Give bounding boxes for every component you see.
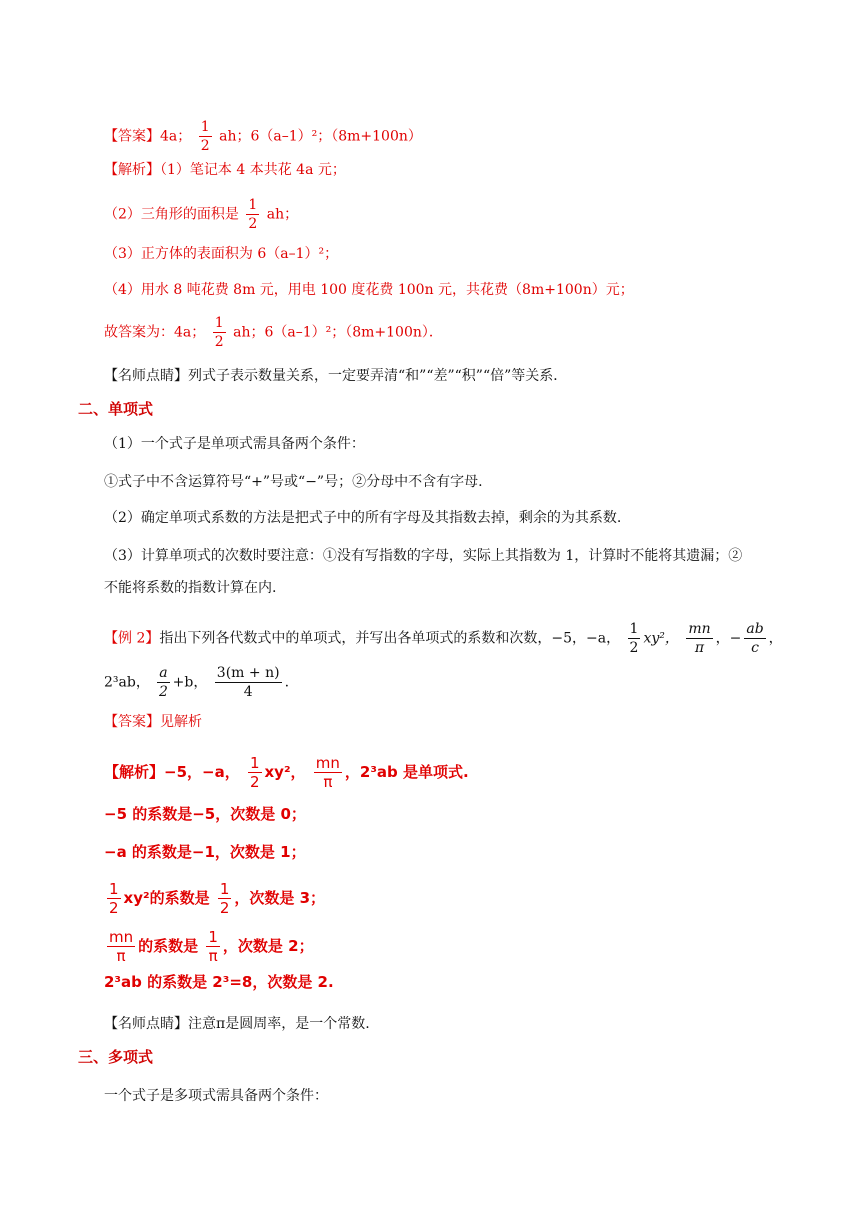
analysis-2: （2）三角形的面积是 $\frac{1}{2}$ ah； [104, 197, 299, 232]
s3-p1: 一个式子是多项式需具备两个条件： [104, 1088, 328, 1104]
ex2-analysis-1: 【解析】−5，−a， $\frac{1}{2}$ xy²， $\frac{mn}{\pi}$ ，2³ab 是单项式. [104, 754, 469, 791]
tip-2: 【名师点睛】注意π是圆周率，是一个常数. [104, 1016, 370, 1032]
example-2-answer: 【答案】见解析 [104, 714, 202, 730]
s2-p3: （2）确定单项式系数的方法是把式子中的所有字母及其指数去掉，剩余的为其系数. [104, 510, 622, 526]
s2-p2: ①式子中不含运算符号“+”号或“−”号；②分母中不含有字母. [104, 474, 483, 490]
ex2-analysis-4: $\frac{1}{2}$ xy²的系数是 $\frac{1}{2}$ ，次数是 3； [109, 880, 326, 917]
s2-p4b: 不能将系数的指数计算在内. [104, 580, 277, 596]
answer-label: 【答案】 [104, 128, 160, 145]
s2-p1: （1）一个式子是单项式需具备两个条件： [104, 436, 365, 452]
ex2-analysis-2: −5 的系数是−5，次数是 0； [104, 805, 306, 823]
ex2-analysis-5: $\frac{mn}{\pi}$ 的系数是 $\frac{1}{\pi}$ ，次数是 2； [109, 928, 314, 965]
example-2-line-2: 2³ab， $\frac{a}{2}$ +b， $\frac{3(m + n)}{4}$ . [104, 665, 290, 700]
analysis-4: （4）用水 8 吨花费 8m 元，用电 100 度花费 100n 元，共花费（8m+100n）元； [104, 282, 634, 298]
ex2-analysis-3: −a 的系数是−1，次数是 1； [104, 843, 306, 861]
s2-p4a: （3）计算单项式的次数时要注意：①没有写指数的字母，实际上其指数为 1，计算时不能将其遗漏；② [104, 548, 743, 564]
answer-line: 【答案】4a； $\frac{1}{2}$ ah；6（a–1）²；（8m+100n） [104, 119, 422, 154]
analysis-1: 【解析】（1）笔记本 4 本共花 4a 元； [104, 162, 346, 178]
conclusion: 故答案为：4a； $\frac{1}{2}$ ah；6（a–1）²；（8m+100n）． [104, 315, 443, 350]
fraction-half: $\frac{1}{2}$ [200, 119, 210, 154]
analysis-3: （3）正方体的表面积为 6（a–1）²； [104, 246, 339, 262]
tip-1: 【名师点睛】列式子表示数量关系，一定要弄清“和”“差”“积”“倍”等关系． [104, 368, 568, 384]
section-heading-3: 三、多项式 [78, 1048, 154, 1066]
example-2-line-1: 【例 2】指出下列各代数式中的单项式，并写出各单项式的系数和次数，−5，−a， $\frac{1}{2}$ xy²， $\frac{mn}{\pi}$ ，− $\frac{ab}{c}$ ， [104, 621, 783, 656]
ex2-analysis-6: 2³ab 的系数是 2³=8，次数是 2. [104, 973, 334, 991]
section-heading-2: 二、单项式 [78, 400, 154, 418]
